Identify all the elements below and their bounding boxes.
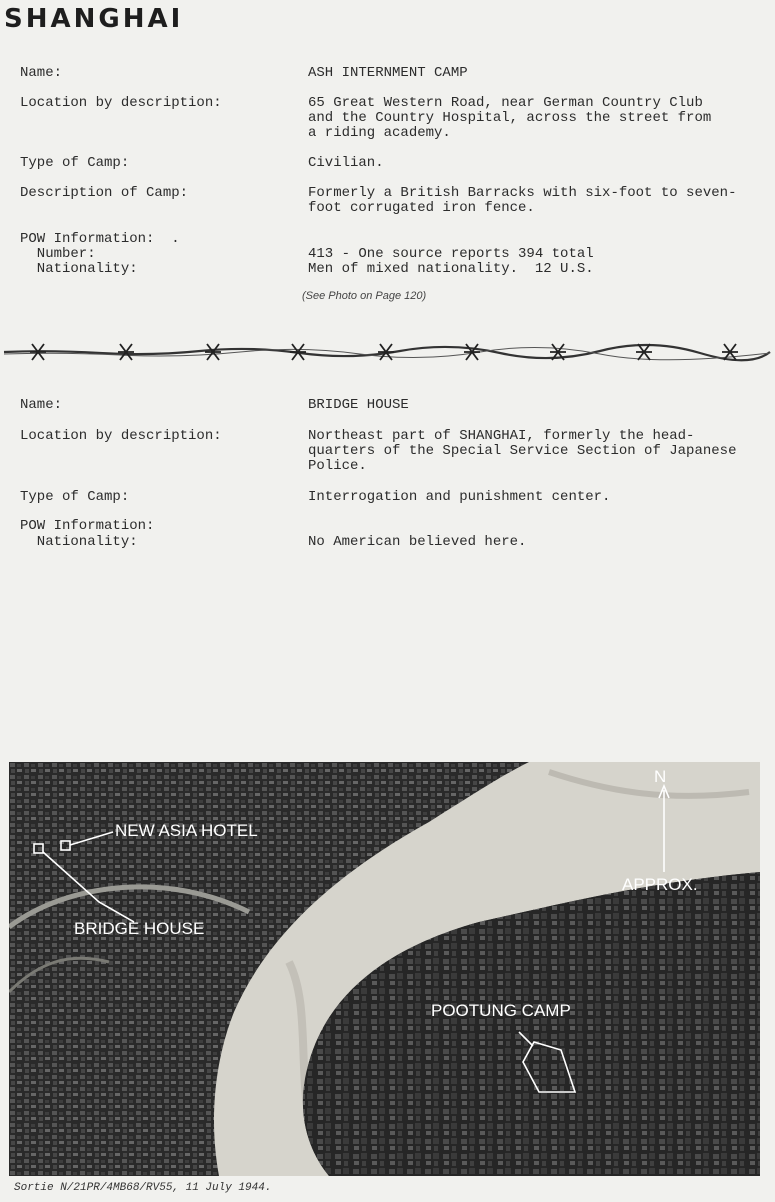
photo-reference-note: (See Photo on Page 120) [302,290,427,302]
camp1-location-value: 65 Great Western Road, near German Country Club and the Country Hospital, across the street from a riding academy. [308,95,712,141]
label-approx: APPROX. [622,875,698,894]
camp2-nationality-label: Nationality: [20,534,138,550]
camp1-nationality-value: Men of mixed nationality. 12 U.S. [308,261,594,277]
camp2-name-label: Name: [20,397,63,413]
camp2-pow-label: POW Information: [20,518,155,534]
aerial-photo-canvas [9,762,760,1176]
camp2-nationality-value: No American believed here. [308,534,527,550]
camp1-nationality-label: Nationality: [20,261,138,277]
camp1-number-label: Number: [20,246,96,262]
camp1-name-value: ASH INTERNMENT CAMP [308,65,468,81]
camp2-location-label: Location by description: [20,428,222,444]
camp1-type-value: Civilian. [308,155,384,171]
label-new-asia-hotel: NEW ASIA HOTEL [115,821,258,840]
camp1-description-label: Description of Camp: [20,185,189,201]
camp1-description-value: Formerly a British Barracks with six-foot to seven- foot corrugated iron fence. [308,185,737,216]
camp1-type-label: Type of Camp: [20,155,130,171]
camp2-location-value: Northeast part of SHANGHAI, formerly the head- quarters of the Special Service Section of Japanese Police. [308,428,737,474]
label-pootung-camp: POOTUNG CAMP [431,1001,571,1020]
label-bridge-house: BRIDGE HOUSE [74,919,205,938]
camp1-number-value: 413 - One source reports 394 total [308,246,594,262]
camp1-name-label: Name: [20,65,63,81]
camp1-location-label: Location by description: [20,95,222,111]
photo-caption: Sortie N/21PR/4MB68/RV55, 11 July 1944. [14,1182,272,1194]
camp2-type-value: Interrogation and punishment center. [308,489,611,505]
camp2-name-value: BRIDGE HOUSE [308,397,409,413]
barbed-wire-divider [0,339,775,365]
aerial-photo [9,762,760,1176]
camp2-type-label: Type of Camp: [20,489,130,505]
label-north: N [654,767,667,786]
camp1-pow-label: POW Information: . [20,231,180,247]
page-title: SHANGHAI [4,4,184,34]
